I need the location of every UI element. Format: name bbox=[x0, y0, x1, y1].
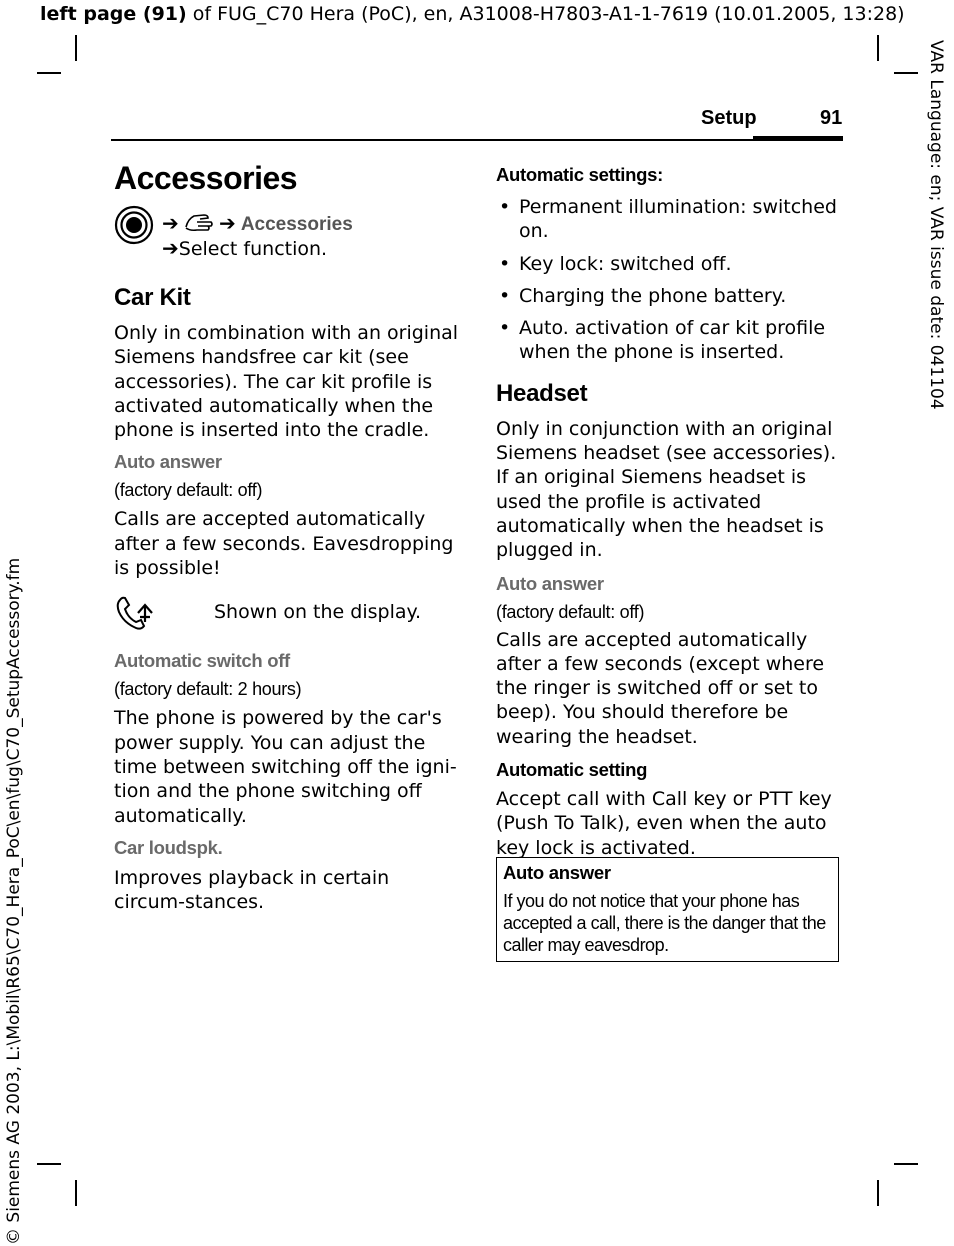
menu-navigation bbox=[114, 205, 459, 265]
list-item: • Auto. activation of car kit profile when the phone is inserted. bbox=[496, 316, 841, 365]
crop-mark-tr-h bbox=[894, 72, 918, 74]
crop-mark-br-h bbox=[894, 1163, 918, 1165]
right-column bbox=[496, 158, 841, 860]
headset-intro: Only in conjunction with an original Siemens headset (see accessories). If an original Siemens headset is used the profile is activated automatically when the headset is plugged in. bbox=[496, 417, 837, 562]
arrow-icon: ➔ bbox=[162, 211, 179, 235]
warning-text: If you do not notice that your phone has accepted a call, there is the danger that the caller may eavesdrop. bbox=[503, 891, 826, 955]
auto-answer-phone-icon bbox=[114, 592, 156, 632]
crop-mark-tl-v bbox=[75, 35, 77, 61]
print-header-bold: left page (91) bbox=[40, 3, 187, 25]
car-kit-auto-answer-default: (factory default: off) bbox=[114, 480, 263, 501]
warning-title: Auto answer bbox=[503, 862, 611, 883]
display-symbol-row bbox=[114, 590, 459, 638]
arrow-icon-3: ➔ bbox=[162, 236, 179, 260]
left-column bbox=[114, 158, 459, 914]
car-kit-auto-answer-heading: Auto answer bbox=[114, 451, 222, 473]
car-loudspk-text: Improves playback in certain circum-stances. bbox=[114, 866, 390, 914]
nav-line-2 bbox=[162, 236, 327, 260]
nav-item-accessories: Accessories bbox=[240, 214, 353, 235]
nav-instruction: Select function. bbox=[178, 238, 328, 260]
auto-switch-off-default: (factory default: 2 hours) bbox=[114, 679, 302, 700]
car-loudspk-heading: Car loudspk. bbox=[114, 836, 223, 858]
auto-answer-warning-box bbox=[496, 857, 839, 962]
auto-switch-off-text: The phone is powered by the car's power supply. You can adjust the time between switching off the igni-tion and the phone switching off automatically. bbox=[114, 707, 457, 827]
car-kit-heading: Car Kit bbox=[114, 284, 191, 311]
header-rule-accent bbox=[753, 136, 843, 141]
running-header-section: Setup bbox=[701, 107, 757, 129]
running-header-page-number: 91 bbox=[820, 107, 843, 129]
print-header bbox=[40, 3, 905, 25]
print-header-rest: of FUG_C70 Hera (PoC), en, A31008-H7803-A1-1-7619 (10.01.2005, 13:28) bbox=[186, 3, 905, 25]
automatic-settings-list bbox=[496, 195, 841, 365]
automatic-setting-heading: Automatic setting bbox=[496, 759, 648, 781]
list-item: • Key lock: switched off. bbox=[496, 252, 841, 276]
automatic-settings-heading: Automatic settings: bbox=[496, 164, 663, 185]
list-item: • Charging the phone battery. bbox=[496, 284, 841, 308]
auto-switch-off-heading: Automatic switch off bbox=[114, 650, 290, 672]
header-rule bbox=[111, 139, 843, 141]
display-note: Shown on the display. bbox=[214, 601, 422, 624]
automatic-setting-text: Accept call with Call key or PTT key (Push To Talk), even when the auto key lock is activated. bbox=[496, 788, 832, 859]
side-file-path: © Siemens AG 2003, L:\Mobil\R65\C70_Hera_PoC\en\fug\C70_SetupAccessory.fm bbox=[4, 557, 24, 1245]
crop-mark-br-v bbox=[877, 1180, 879, 1206]
headset-auto-answer-text: Calls are accepted automatically after a few seconds (except where the ringer is switched off or set to beep). You should therefore be wearing the headset. bbox=[496, 628, 825, 748]
page-title: Accessories bbox=[114, 160, 298, 196]
setup-hand-icon bbox=[184, 211, 214, 235]
side-language-info: VAR Language: en; VAR issue date: 041104 bbox=[926, 40, 946, 410]
arrow-icon-2: ➔ bbox=[218, 211, 236, 235]
crop-mark-bl-v bbox=[75, 1180, 77, 1206]
nav-line-1 bbox=[162, 211, 353, 236]
headset-auto-answer-default: (factory default: off) bbox=[496, 601, 645, 622]
crop-mark-tr-v bbox=[877, 35, 879, 61]
navigation-key-icon bbox=[114, 205, 154, 245]
crop-mark-tl-h bbox=[37, 72, 61, 74]
car-kit-auto-answer-text: Calls are accepted automatically after a few seconds. Eavesdropping is possible! bbox=[114, 508, 454, 580]
headset-auto-answer-heading: Auto answer bbox=[496, 572, 604, 594]
crop-mark-bl-h bbox=[37, 1163, 61, 1165]
car-kit-intro: Only in combination with an original Siemens handsfree car kit (see accessories). The car kit profile is activated automatically when the phone is inserted into the cradle. bbox=[114, 322, 459, 442]
list-item: • Permanent illumination: switched on. bbox=[496, 195, 841, 244]
headset-heading: Headset bbox=[496, 379, 588, 407]
